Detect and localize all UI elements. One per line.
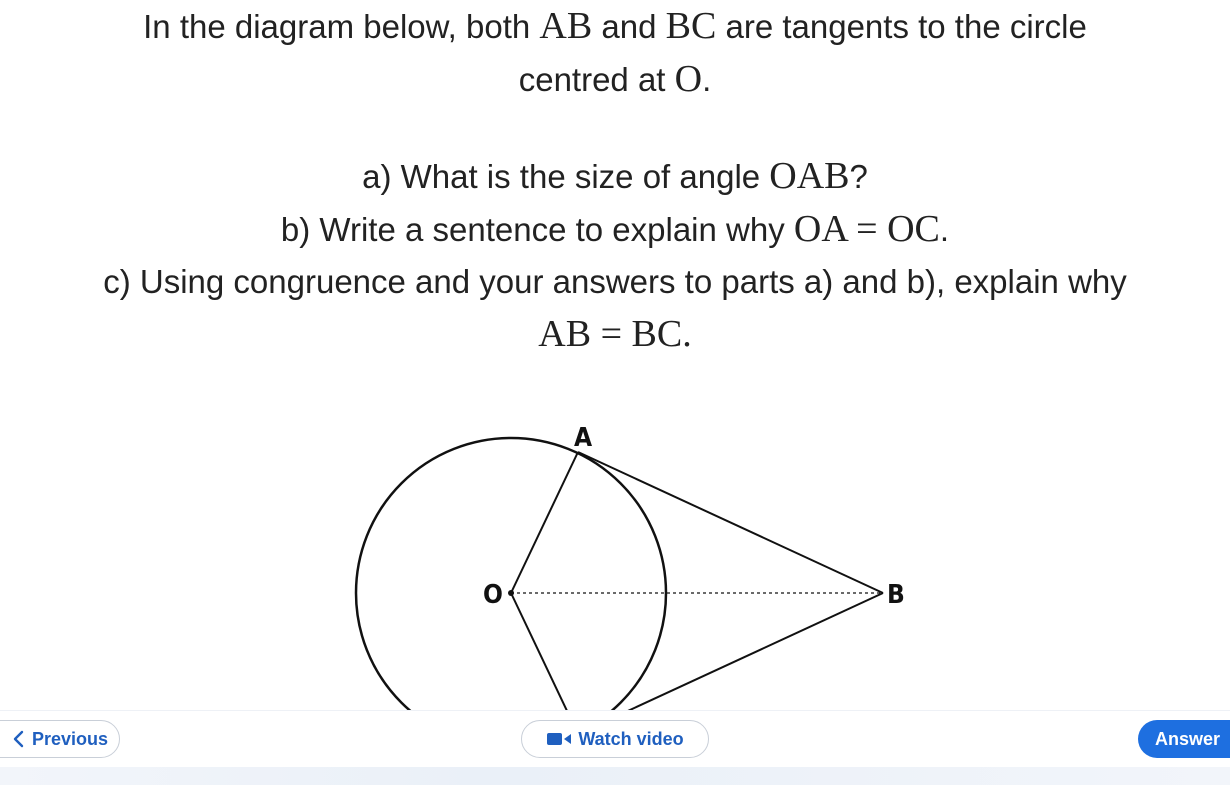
math-oab: OAB	[769, 155, 850, 197]
label-b: B	[887, 580, 905, 610]
spacer	[0, 106, 1230, 150]
part-a-post: ?	[849, 158, 868, 195]
label-a: A	[574, 423, 593, 453]
tangent-bc	[578, 593, 883, 710]
centre-point	[508, 590, 514, 596]
question-line-1-post: are tangents to the circle	[716, 8, 1087, 45]
part-b-post: .	[939, 211, 950, 248]
math-bc: BC	[665, 5, 717, 47]
math-oa-eq-oc: OA = OC	[793, 208, 940, 250]
diagram-svg	[0, 400, 1230, 710]
question-line-2-pre: centred at	[518, 61, 675, 98]
video-camera-icon	[546, 732, 572, 746]
part-c	[0, 256, 1230, 308]
question-line-2-post: .	[702, 61, 712, 98]
question-line-1	[0, 0, 1230, 53]
previous-label: Previous	[31, 728, 109, 749]
watch-video-button[interactable]	[521, 720, 709, 758]
part-b-text: b) Write a sentence to explain why	[280, 211, 794, 248]
tangent-ab	[578, 452, 883, 593]
radius-oc	[511, 593, 578, 710]
math-ab: AB	[539, 5, 593, 47]
previous-button[interactable]	[0, 720, 120, 758]
question-line-2	[0, 53, 1230, 106]
chevron-left-icon	[12, 730, 26, 748]
bottom-shade	[0, 767, 1230, 785]
circle	[356, 438, 666, 710]
part-c-math-line	[0, 308, 1230, 361]
part-c-text: c) Using congruence and your answers to parts a) and b), explain why	[103, 263, 1127, 300]
math-ab-eq-bc: AB = BC	[538, 313, 683, 355]
part-a	[0, 150, 1230, 203]
question-line-1-pre: In the diagram below, both	[143, 8, 540, 45]
tangent-diagram	[0, 400, 1230, 710]
part-c-post: .	[682, 313, 692, 355]
answer-button[interactable]	[1138, 720, 1230, 758]
question-line-1-mid: and	[592, 8, 666, 45]
part-b	[0, 203, 1230, 256]
part-a-text: a) What is the size of angle	[362, 158, 770, 195]
question-text	[0, 0, 1230, 361]
math-o: O	[674, 58, 703, 100]
answer-label: Answer	[1155, 728, 1221, 749]
label-o: O	[483, 580, 503, 610]
watch-video-label: Watch video	[578, 728, 684, 749]
radius-oa	[511, 452, 578, 593]
